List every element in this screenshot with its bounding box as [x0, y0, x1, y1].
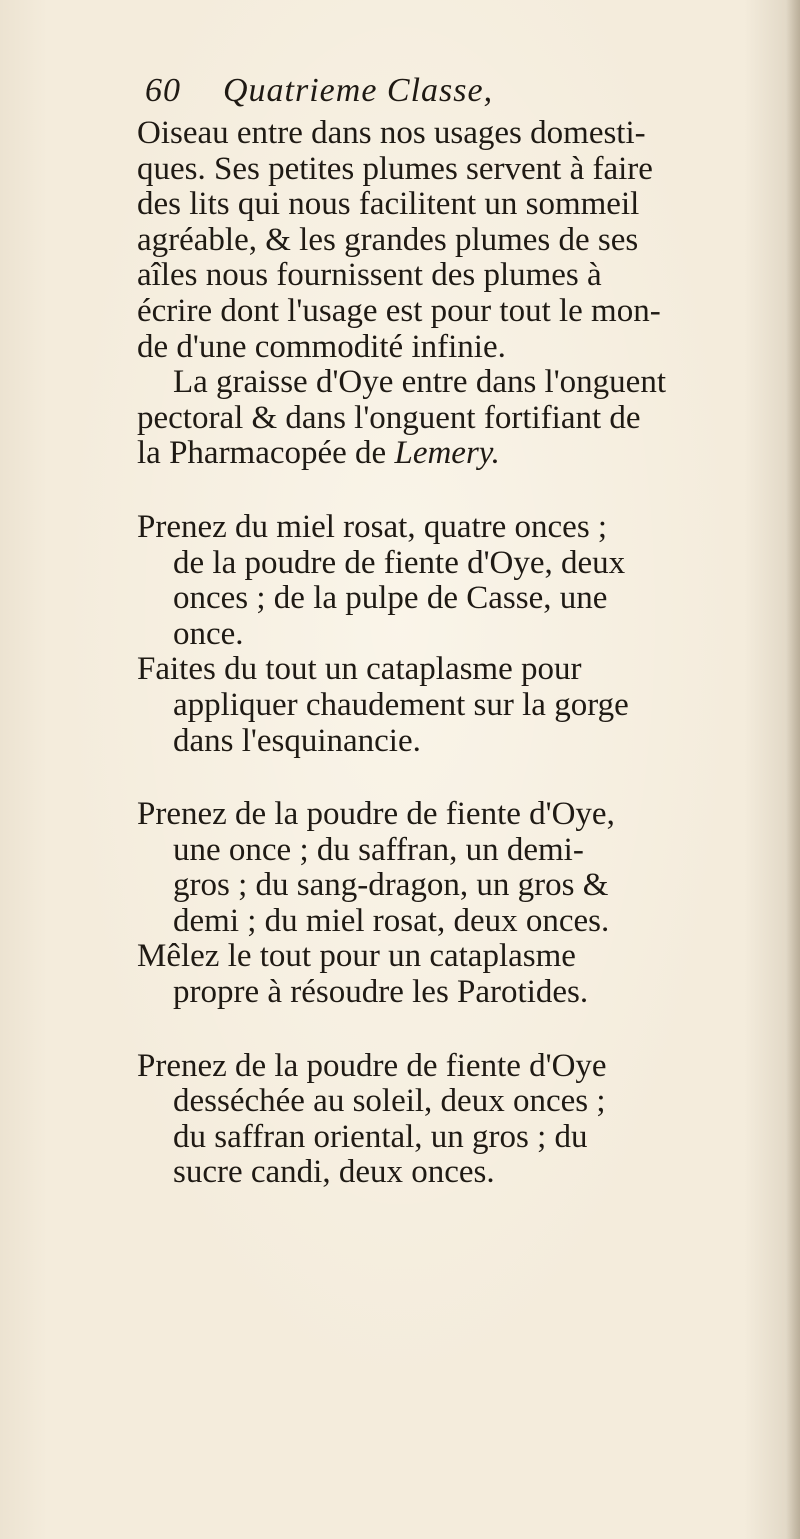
text-line: gros ; du sang-dragon, un gros &	[173, 867, 609, 904]
text-line: de d'une commodité infinie.	[137, 328, 506, 365]
recipe-2-instruction	[137, 939, 777, 1010]
recipe-1-instruction	[137, 652, 777, 759]
text-line: desséchée au soleil, deux onces ;	[173, 1083, 606, 1120]
recipe-3	[137, 1049, 777, 1191]
text-line: onces ; de la pulpe de Casse, une	[173, 580, 608, 617]
text-line: demi ; du miel rosat, deux onces.	[173, 902, 610, 939]
text-block	[137, 116, 777, 1191]
text-line: Prenez de la poudre de fiente d'Oye	[137, 1047, 607, 1084]
author-name: Lemery.	[394, 435, 500, 472]
spacer	[137, 1011, 777, 1049]
paragraph-domestic-uses	[137, 116, 777, 365]
text-line: Prenez du miel rosat, quatre onces ;	[137, 508, 608, 545]
text-line: once.	[173, 615, 244, 652]
text-fragment: la Pharmacopée de	[137, 435, 395, 472]
text-line: écrire dont l'usage est pour tout le mon-	[137, 292, 661, 329]
text-line: de la poudre de fiente d'Oye, deux	[173, 544, 626, 581]
text-line: aîles nous fournissent des plumes à	[137, 257, 602, 294]
text-line: agréable, & les grandes plumes de ses	[137, 221, 639, 258]
recipe-2	[137, 797, 777, 939]
text-line: propre à résoudre les Parotides.	[173, 974, 589, 1011]
page-number: 60	[145, 72, 181, 109]
paragraph-goose-fat	[137, 365, 777, 472]
text-line: ques. Ses petites plumes servent à faire	[137, 150, 653, 187]
text-line: Oiseau entre dans nos usages domesti-	[137, 115, 646, 151]
spacer	[137, 759, 777, 797]
running-title: Quatrieme Classe,	[223, 72, 494, 109]
recipe-1	[137, 510, 777, 652]
text-line: dans l'esquinancie.	[173, 722, 421, 759]
text-line: Faites du tout un cataplasme pour	[137, 651, 582, 688]
text-line: Prenez de la poudre de fiente d'Oye,	[137, 796, 615, 833]
text-line: pectoral & dans l'onguent fortifiant de	[137, 399, 641, 436]
text-line	[137, 436, 777, 472]
text-line: Mêlez le tout pour un cataplasme	[137, 938, 576, 975]
text-line: appliquer chaudement sur la gorge	[173, 686, 629, 723]
text-line: La graisse d'Oye entre dans l'onguent	[173, 364, 666, 401]
page-edge-shadow	[786, 0, 800, 1539]
text-line: une once ; du saffran, un demi-	[173, 831, 584, 868]
text-line: sucre candi, deux onces.	[173, 1154, 495, 1191]
running-head	[145, 72, 665, 118]
spacer	[137, 472, 777, 510]
text-line: des lits qui nous facilitent un sommeil	[137, 186, 640, 223]
text-line: du saffran oriental, un gros ; du	[173, 1118, 588, 1155]
